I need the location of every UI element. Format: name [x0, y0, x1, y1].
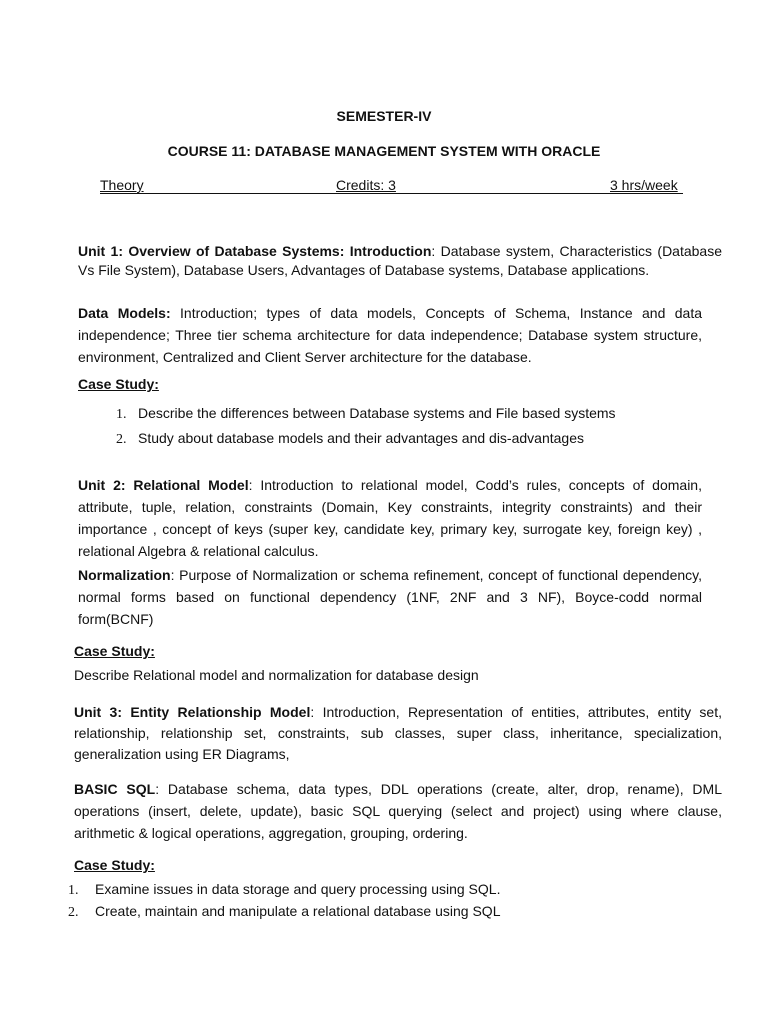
- unit3-case-item: [68, 903, 500, 921]
- unit1-case-item: [116, 430, 584, 448]
- unit1-heading: Unit 1: Overview of Database Systems: Introduction: [78, 243, 432, 259]
- basic-sql-heading: BASIC SQL: [74, 781, 156, 797]
- unit1-paragraph: [78, 242, 722, 280]
- credits-label: Credits: 3: [336, 177, 396, 193]
- meta-underline: [100, 193, 683, 194]
- list-number: 1.: [68, 883, 79, 898]
- data-models-heading: Data Models:: [78, 305, 171, 321]
- course-title: COURSE 11: DATABASE MANAGEMENT SYSTEM WITH ORACLE: [167, 143, 601, 159]
- list-text: Study about database models and their advantages and dis-advantages: [138, 430, 584, 446]
- unit2-case-heading: Case Study:: [74, 643, 155, 659]
- semester-heading: SEMESTER-IV: [336, 108, 432, 124]
- unit2-paragraph: [78, 474, 702, 562]
- unit2-case-text: Describe Relational model and normalization for database design: [74, 667, 479, 683]
- list-text: Create, maintain and manipulate a relational database using SQL: [95, 903, 501, 919]
- basic-sql-paragraph: [74, 778, 722, 844]
- list-number: 1.: [116, 407, 127, 422]
- unit3-paragraph: [74, 702, 722, 765]
- unit3-case-heading: Case Study:: [74, 857, 155, 873]
- normalization-text: : Purpose of Normalization or schema refinement, concept of functional dependency, normal forms based on functional dependency (1NF, 2NF and 3 NF), Boyce-codd normal form(BCNF): [78, 567, 702, 627]
- unit1-case-heading: Case Study:: [78, 376, 159, 392]
- unit2-heading: Unit 2: Relational Model: [78, 477, 249, 493]
- normalization-heading: Normalization: [78, 567, 171, 583]
- unit3-case-item: [68, 881, 500, 899]
- unit2-text: : Introduction to relational model, Codd’s rules, concepts of domain, attribute, tuple, relation, constraints (Domain, Key constraints, integrity constraints) and their importance , concept of keys (super key, candidate key, primary key, surrogate key, foreign key) , relational Algebra & relational calculus.: [78, 477, 702, 559]
- basic-sql-text: : Database schema, data types, DDL operations (create, alter, drop, rename), DML operations (insert, delete, update), basic SQL querying (select and project) using where clause, arithmetic & logical operations, aggregation, grouping, ordering.: [74, 781, 722, 841]
- theory-label: Theory: [100, 177, 144, 193]
- unit1-text: : Database system, Characteristics (Database Vs File System), Database Users, Advantages of Database systems, Database applications.: [78, 243, 723, 278]
- unit1-case-item: [116, 405, 616, 423]
- unit3-heading: Unit 3: Entity Relationship Model: [74, 704, 311, 720]
- list-number: 2.: [68, 905, 79, 920]
- data-models-text: Introduction; types of data models, Concepts of Schema, Instance and data independence; Three tier schema architecture for data independence; Database system structure, environment, Centralized and Client Server architecture for the database.: [78, 305, 703, 365]
- normalization-paragraph: [78, 564, 702, 630]
- list-text: Describe the differences between Database systems and File based systems: [138, 405, 616, 421]
- hours-label: 3 hrs/week: [610, 177, 678, 193]
- list-text: Examine issues in data storage and query processing using SQL.: [95, 881, 501, 897]
- data-models-paragraph: [78, 302, 702, 368]
- unit3-text: : Introduction, Representation of entities, attributes, entity set, relationship, relationship set, constraints, sub classes, super class, inheritance, specialization, generalization using ER Diagrams,: [74, 704, 722, 762]
- list-number: 2.: [116, 432, 127, 447]
